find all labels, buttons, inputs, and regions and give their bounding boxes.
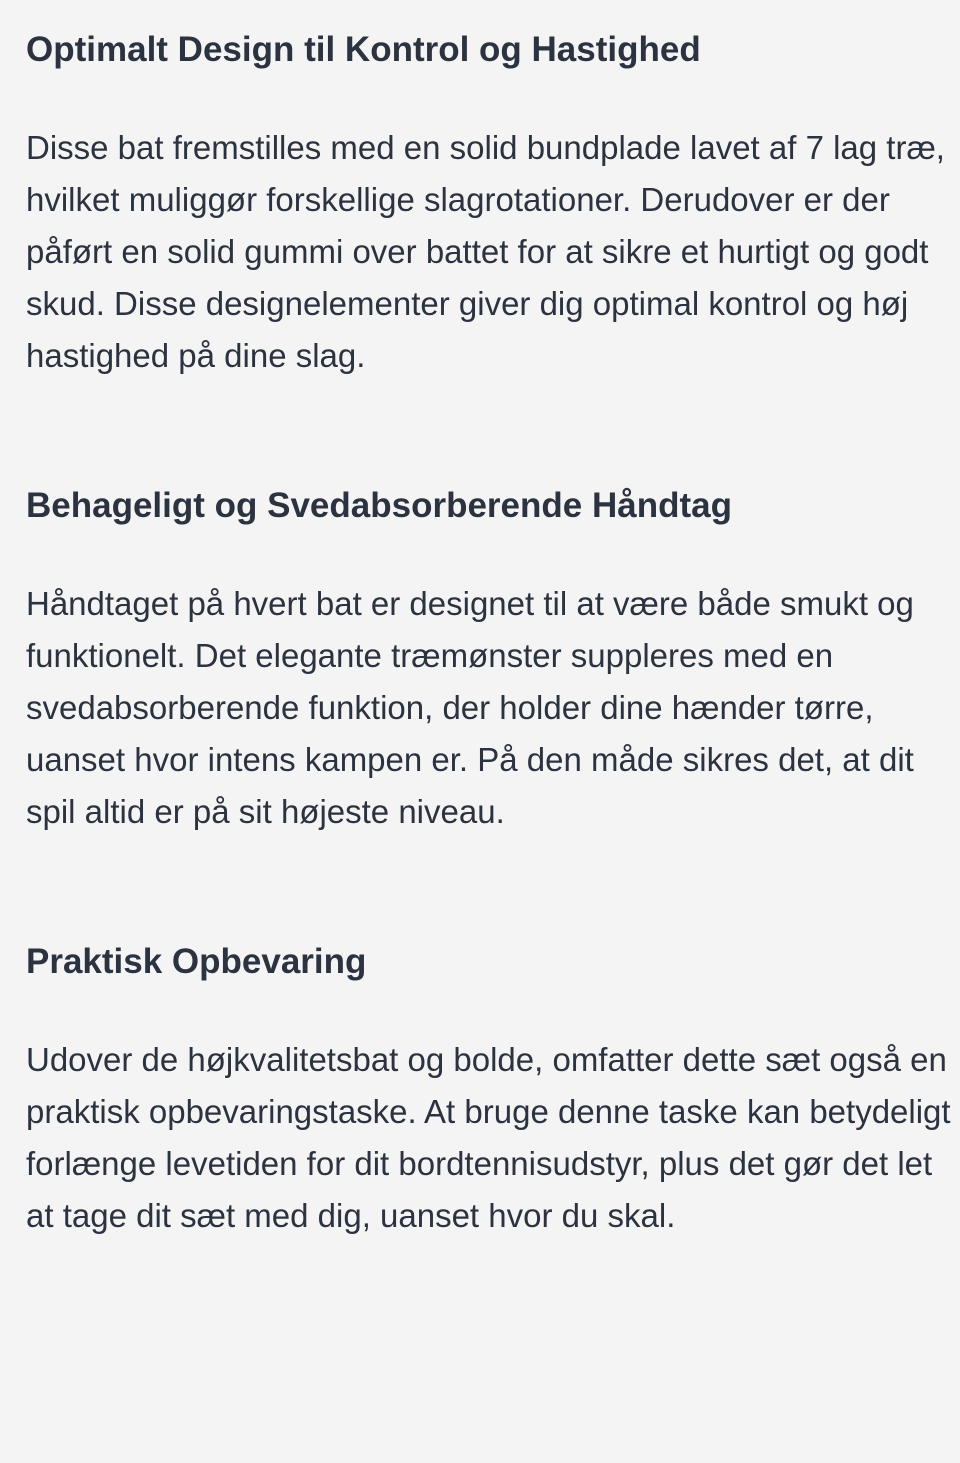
section-heading: Praktisk Opbevaring: [26, 942, 367, 981]
section-heading: Behageligt og Svedabsorberende Håndtag: [26, 486, 732, 525]
section-storage: [26, 940, 951, 1242]
section-body: Disse bat fremstilles med en solid bundplade lavet af 7 lag træ, hvilket muliggør forskellige slagrotationer. Derudover er der påført en solid gummi over battet for at sikre et hurtigt og godt skud. Disse designelementer giver dig optimal kontrol og høj hastighed på dine slag.: [26, 129, 945, 374]
section-body: Udover de højkvalitetsbat og bolde, omfatter dette sæt også en praktisk opbevaringstaske. At bruge denne taske kan betydeligt forlænge levetiden for dit bordtennisudstyr, plus det gør det let at tage dit sæt med dig, uanset hvor du skal.: [26, 1041, 951, 1234]
section-design: [26, 28, 951, 382]
section-body: Håndtaget på hvert bat er designet til at være både smukt og funktionelt. Det elegante træmønster suppleres med en svedabsorberende funktion, der holder dine hænder tørre, uanset hvor intens kampen er. På den måde sikres det, at dit spil altid er på sit højeste niveau.: [26, 585, 914, 830]
section-handle: [26, 484, 951, 838]
section-heading: Optimalt Design til Kontrol og Hastighed: [26, 30, 701, 69]
